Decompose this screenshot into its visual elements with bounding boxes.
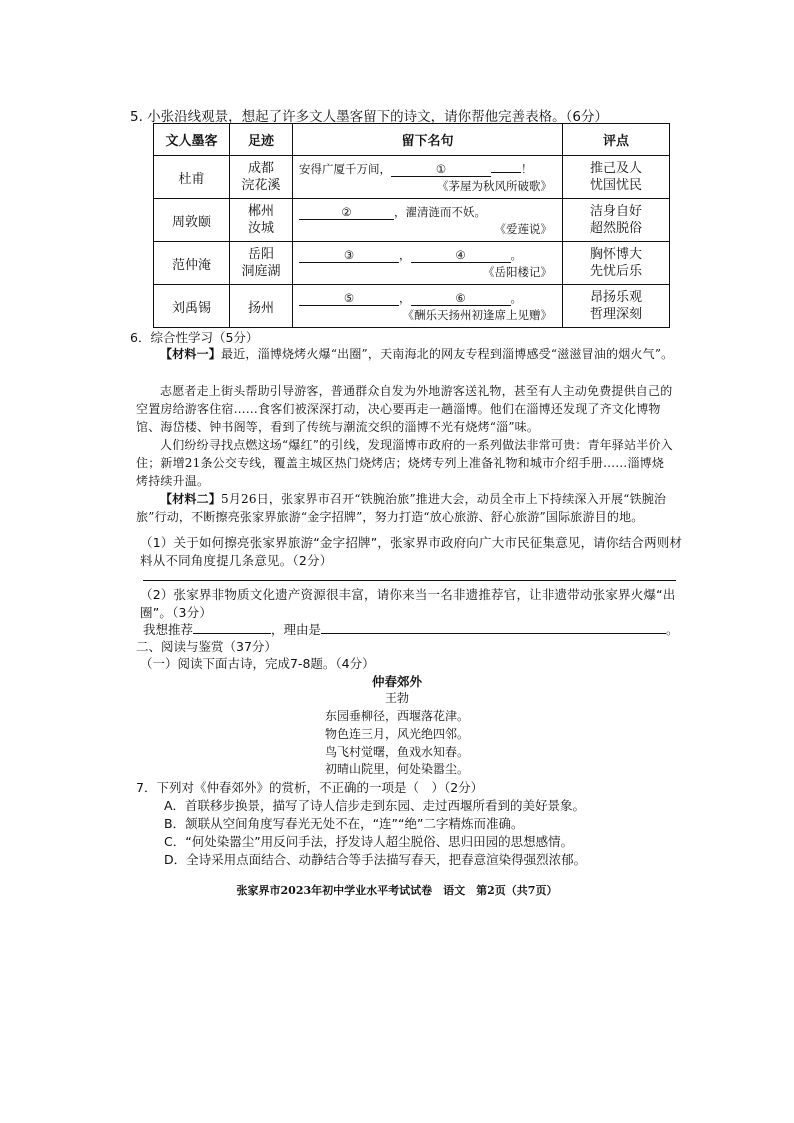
answer-blank[interactable]: ⑥	[411, 291, 511, 306]
source-title: 《茅屋为秋风所破歌》	[437, 179, 552, 193]
material-1-para-1	[136, 345, 676, 363]
comment-cell	[563, 242, 670, 285]
poem-line: 初晴山院里，何处染嚣尘。	[324, 762, 469, 776]
material-2-text: 5月26日，张家界市召开“铁腕治旅”推进大会，动员全市上下持续深入开展“铁腕治旅”行动，不断擦亮张家界旅游“金字招牌”，努力打造“放心旅游、舒心旅游”国际旅游目的地。	[136, 492, 667, 524]
option-c[interactable]: C．“何处染嚣尘”用反问手法，抒发诗人超尘脱俗、思归田园的思想感情。	[164, 834, 574, 849]
question-5-prompt: 5. 小张沿线观景，想起了许多文人墨客留下的诗文，请你帮他完善表格。（6分）	[130, 109, 609, 125]
header-famous-line: 留下名句	[293, 124, 563, 156]
poet-name: 杜甫	[154, 156, 230, 199]
material-1-para-2: 志愿者走上街头帮助引导游客，普通群众自发为外地游客送礼物，甚至有人主动免费提供自己的空置房给游客住宿……食客们被深深打动，决心要再走一趟淄博。他们在淄博还发现了齐文化博物馆、海岱楼、钟书阁等，看到了传统与潮流交织的淄博不光有烧烤“淄”味。	[136, 384, 673, 434]
poem-line: 东园垂柳径，西堰落花津。	[324, 709, 469, 723]
footprint-line: 成都	[247, 161, 274, 176]
poet-name: 周敦颐	[154, 199, 230, 242]
material-1-para-3: 人们纷纷寻找点燃这场“爆红”的引线，发现淄博市政府的一系列做法非常可贵：青年驿站半价入住；新增21条公交专线，覆盖主城区热门烧烤店；烧烤专列上准备礼物和城市介绍手册……淄博烧烤持续升温。	[136, 438, 673, 488]
footprint-cell	[230, 156, 293, 199]
answer-blank[interactable]: ②	[299, 205, 394, 220]
option-a[interactable]: A．首联移步换景，描写了诗人信步走到东园、走过西堰所看到的美好景象。	[164, 798, 586, 813]
reason-label: ，理由是	[271, 622, 322, 637]
end-mark: 。	[666, 622, 679, 637]
header-footprint: 足迹	[230, 124, 293, 156]
answer-blank[interactable]: ④	[411, 248, 511, 263]
recommend-blank[interactable]	[193, 633, 271, 634]
table-row	[154, 285, 670, 328]
comment-line: 忧国忧民	[589, 178, 642, 193]
material-2-para	[136, 490, 676, 526]
footprint-cell	[230, 199, 293, 242]
question-6-sub-1: （1）关于如何擦亮张家界旅游“金字招牌”，张家界市政府向广大市民征集意见，请你结合两则材料从不同角度提几条意见。（2分）	[140, 535, 683, 568]
line-text: ！	[521, 162, 533, 176]
line-text: ，濯清涟而不妖。	[394, 205, 486, 219]
page-footer: 张家界市2023年初中学业水平考试试卷 语文 第2页（共7页）	[236, 884, 558, 897]
comment-cell	[563, 199, 670, 242]
poem-title: 仲春郊外	[371, 674, 422, 689]
source-title: 《爱莲说》	[494, 222, 552, 236]
comment-cell	[563, 156, 670, 199]
section-2-title: 二、阅读与鉴赏（37分）	[136, 639, 277, 654]
line-text: 。	[510, 248, 522, 262]
table-row	[154, 156, 670, 199]
line-text: ，	[399, 291, 411, 305]
footprint-cell	[230, 242, 293, 285]
poet-name: 刘禹锡	[154, 285, 230, 328]
table-header-row	[154, 124, 670, 156]
footprint-line: 汝城	[247, 221, 274, 236]
footprint-line: 洞庭湖	[241, 264, 281, 279]
footprint-line: 郴州	[247, 204, 274, 219]
comment-line: 胸怀博大	[589, 247, 642, 262]
table-row	[154, 242, 670, 285]
comment-line: 超然脱俗	[589, 221, 642, 236]
section-2-part-1: （一）阅读下面古诗，完成7-8题。（4分）	[140, 656, 375, 671]
header-poet: 文人墨客	[154, 124, 230, 156]
material-1-label: 【材料一】	[160, 347, 222, 361]
answer-blank[interactable]: ③	[299, 248, 399, 263]
question-6-sub-2: （2）张家界非物质文化遗产资源很丰富，请你来当一名非遗推荐官，让非遗带动张家界火爆“出圈”。（3分）	[140, 587, 676, 620]
answer-line[interactable]	[143, 580, 676, 581]
famous-line-cell	[293, 285, 563, 328]
footprint-cell: 扬州	[230, 285, 293, 328]
comment-line: 推己及人	[589, 161, 642, 176]
source-title: 《酬乐天扬州初逢席上见赠》	[402, 308, 552, 322]
footprint-line: 岳阳	[247, 247, 274, 262]
table-row	[154, 199, 670, 242]
recommend-label: 我想推荐	[143, 622, 194, 637]
line-text: ，	[399, 248, 411, 262]
recommend-row	[143, 620, 679, 638]
comment-cell	[563, 285, 670, 328]
famous-line-cell	[293, 156, 563, 199]
line-text: 安得广厦千万间，	[299, 162, 391, 176]
material-1-text: 最近，淄博烧烤火爆“出圈”，天南海北的网友专程到淄博感受“滋滋冒油的烟火气”。	[221, 347, 674, 361]
answer-blank[interactable]: ⑤	[299, 291, 399, 306]
poem-line: 鸟飞村觉曙，鱼戏水知春。	[324, 745, 469, 759]
poem-author: 王勃	[384, 691, 409, 705]
source-title: 《岳阳楼记》	[483, 265, 552, 279]
comment-line: 昂扬乐观	[589, 290, 642, 305]
poets-table	[153, 123, 670, 328]
option-b[interactable]: B．颔联从空间角度写春光无处不在，“连”“绝”二字精炼而准确。	[164, 816, 524, 831]
comment-line: 先忧后乐	[589, 264, 642, 279]
footprint-line: 浣花溪	[241, 178, 281, 193]
famous-line-cell	[293, 242, 563, 285]
question-7-prompt: 7．下列对《仲春郊外》的赏析，不正确的一项是（ ）（2分）	[136, 780, 484, 795]
reason-blank[interactable]	[321, 633, 666, 634]
comment-line: 哲理深刻	[589, 307, 642, 322]
line-text: 。	[510, 291, 522, 305]
header-comment: 评点	[563, 124, 670, 156]
poet-name: 范仲淹	[154, 242, 230, 285]
answer-blank[interactable]: ①	[391, 162, 491, 177]
famous-line-cell	[293, 199, 563, 242]
comment-line: 洁身自好	[589, 204, 642, 219]
poem-line: 物色连三月，风光绝四邻。	[324, 727, 469, 741]
question-6-title: 6．综合性学习（5分）	[130, 330, 259, 345]
material-2-label: 【材料二】	[160, 492, 222, 506]
option-d[interactable]: D．全诗采用点面结合、动静结合等手法描写春天，把春意渲染得强烈浓郁。	[164, 852, 587, 867]
